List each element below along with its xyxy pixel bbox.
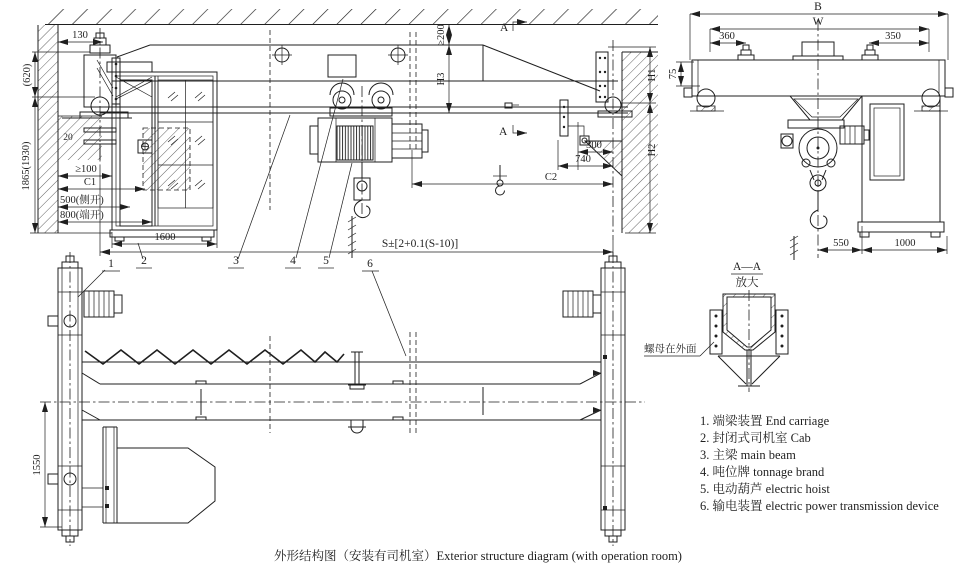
- dim-550: 550: [833, 238, 849, 249]
- dim-350: 350: [885, 31, 901, 42]
- dim-b: B: [814, 1, 822, 13]
- plan-festoon-wire: [85, 350, 366, 389]
- elevation-right-support: [560, 40, 658, 240]
- end-view-cab: [858, 96, 944, 237]
- dim-20: 20: [63, 133, 73, 143]
- dim-1600: 1600: [154, 232, 176, 243]
- dim-span-formula: S±[2+0.1(S-10)]: [381, 238, 459, 250]
- dim-h3: H3: [436, 72, 447, 86]
- dim-min200: ≥200: [436, 24, 447, 46]
- end-view-hoist: [781, 96, 869, 228]
- section-mark-a-bottom: A: [499, 126, 508, 138]
- hook-approach-symbol: [493, 165, 507, 195]
- detail-subtitle: 放大: [735, 277, 759, 289]
- legend-item-4: 4. 吨位牌 tonnage brand: [700, 465, 825, 479]
- callout-1: 1: [108, 258, 114, 270]
- dim-min100: ≥100: [75, 164, 97, 175]
- end-view: [668, 1, 953, 260]
- detail-title: A—A: [732, 261, 762, 273]
- plan-cab: [82, 427, 215, 523]
- legend-item-6: 6. 输电装置 electric power transmission device: [700, 499, 939, 513]
- dim-h1: H1: [647, 68, 658, 82]
- dim-c1: C1: [83, 177, 97, 188]
- dim-130: 130: [72, 30, 88, 41]
- dim-620: (620): [22, 63, 33, 87]
- callout-5: 5: [323, 255, 329, 267]
- plan-hoist-hanger: [348, 420, 366, 433]
- dim-300: 300: [586, 140, 602, 151]
- callout-6: 6: [367, 258, 373, 270]
- detail-note: 螺母在外面: [644, 344, 697, 355]
- dim-75: 75: [668, 68, 679, 80]
- section-mark-a-top: A: [500, 22, 509, 34]
- dim-h2: H2: [647, 143, 658, 157]
- tonnage-plate: [328, 55, 356, 77]
- section-aa-detail: [644, 261, 788, 392]
- dim-1550: 1550: [32, 454, 43, 476]
- dim-800-end: 800(端开): [60, 210, 104, 221]
- dim-c2: C2: [544, 172, 558, 183]
- dim-w: W: [812, 16, 824, 28]
- legend-item-5: 5. 电动葫芦 electric hoist: [700, 482, 830, 496]
- callout-2: 2: [141, 255, 147, 267]
- legend-item-3: 3. 主梁 main beam: [700, 448, 796, 462]
- plan-main-beam: [40, 332, 645, 436]
- legend-item-1: 1. 端梁装置 End carriage: [700, 414, 830, 428]
- callout-leaders: [78, 79, 406, 356]
- end-view-rope-limit-symbol: [790, 236, 798, 260]
- dim-360: 360: [719, 31, 735, 42]
- dim-1000: 1000: [894, 238, 916, 249]
- dim-740: 740: [575, 154, 591, 165]
- elevation-electric-hoist: [310, 83, 428, 218]
- dim-500-side: 500(侧开): [60, 195, 104, 206]
- ceiling-hatch: [45, 9, 658, 25]
- plan-end-carriage-left: [48, 252, 122, 546]
- legend: [700, 413, 939, 513]
- plan-end-carriage-right: [563, 252, 625, 546]
- legend-item-2: 2. 封闭式司机室 Cab: [700, 431, 811, 445]
- callout-4: 4: [290, 255, 296, 267]
- callout-3: 3: [233, 255, 239, 267]
- drawing-caption: 外形结构图（安装有司机室）Exterior structure diagram (with operation room): [274, 549, 682, 563]
- dim-1865-1930: 1865(1930): [21, 141, 32, 191]
